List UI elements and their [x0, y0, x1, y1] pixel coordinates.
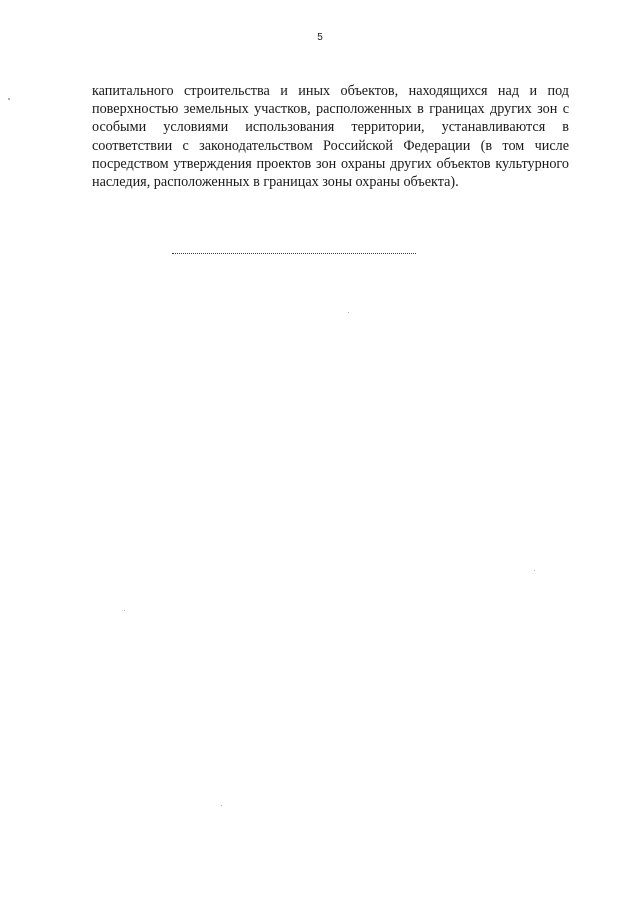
paragraph-line: поверхностью земельных участков, расположенных в границах других зон с — [92, 101, 569, 118]
scan-speck — [348, 312, 349, 313]
scan-speck — [221, 805, 222, 806]
paragraph-line: соответствии с законодательством Российской Федерации (в том числе — [92, 137, 569, 154]
scan-speck — [124, 610, 125, 611]
end-separator-line — [172, 253, 416, 254]
paragraph-line: особыми условиями использования территории, устанавливаются в — [92, 119, 569, 136]
body-paragraph — [92, 82, 569, 191]
scan-speck — [8, 98, 10, 100]
page-number: 5 — [317, 32, 323, 43]
scan-speck — [534, 570, 535, 571]
paragraph-line: посредством утверждения проектов зон охраны других объектов культурного — [92, 155, 569, 172]
paragraph-line: наследия, расположенных в границах зоны охраны объекта). — [92, 174, 459, 191]
paragraph-line: капитального строительства и иных объектов, находящихся над и под — [92, 83, 569, 99]
